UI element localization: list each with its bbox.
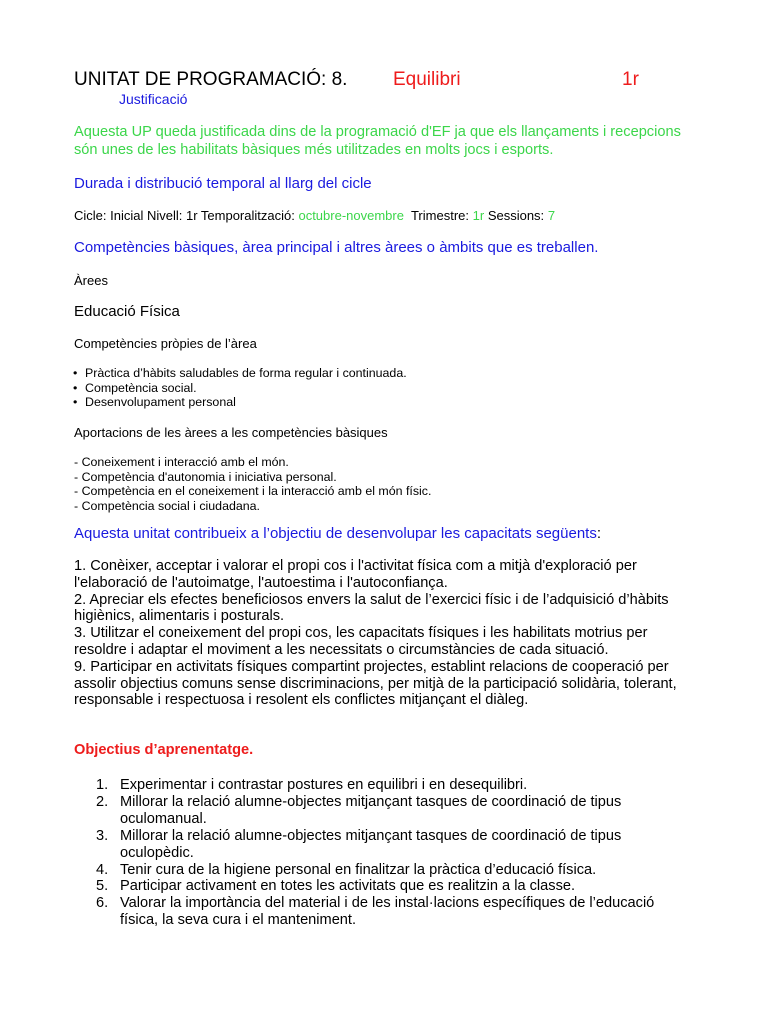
list-item: • Pràctica d’hàbits saludables de forma regular i continuada. (73, 366, 407, 381)
list-item: • Desenvolupament personal (73, 395, 407, 410)
objective-text: Experimentar i contrastar postures en equilibri i en desequilibri. (120, 777, 528, 793)
objective-item (74, 862, 694, 879)
objectives-heading: Objectius d’aprenentatge. (74, 742, 254, 758)
cycle-label: Cicle: Inicial Nivell: 1r Temporalització: (74, 208, 295, 223)
objective-text: Valorar la importància del material i de les instal·lacions específiques de l’educació física, la seva cura i el manteniment. (120, 895, 655, 929)
objective-text: Tenir cura de la higiene personal en finalitzar la pràctica d’educació física. (120, 861, 597, 878)
own-competencies-heading: Competències pròpies de l’àrea (74, 336, 257, 351)
contributions-heading: Aportacions de les àrees a les competències bàsiques (74, 425, 388, 440)
sessions-label: Sessions: (487, 208, 545, 223)
capacity-item: 2. Apreciar els efectes beneficiosos envers la salut de l’exercici físic i de l’adquisició d’hàbits higiènics, alimentaris i posturals. (74, 591, 669, 625)
objective-item (74, 828, 694, 862)
objective-item (74, 878, 694, 895)
objective-number: 2. (96, 793, 109, 810)
objective-text: Millorar la relació alumne-objectes mitjançant tasques de coordinació de tipus oculopèdic. (120, 827, 622, 861)
justification-text: Aquesta UP queda justificada dins de la programació d'EF ja que els llançaments i recepcions són unes de les habilitats bàsiques més utilitzades en molts jocs i esports. (74, 124, 681, 158)
capacities-list (74, 558, 694, 709)
objective-number: 4. (96, 861, 109, 878)
capacities-heading-text: Aquesta unitat contribueix a l’objectiu de desenvolupar les capacitats següents (74, 525, 597, 542)
capacities-heading-colon: : (596, 525, 602, 542)
duration-heading: Durada i distribució temporal al llarg del cicle (74, 175, 372, 192)
duration-line (74, 208, 555, 223)
unit-name: Equilibri (393, 69, 461, 90)
list-item: • Competència social. (73, 381, 407, 396)
objective-item (74, 777, 694, 794)
list-item: - Competència en el coneixement i la interacció amb el món físic. (74, 484, 432, 499)
capacity-item: 9. Participar en activitats físiques compartint projectes, establint relacions de cooperació per assolir objectius comuns sense discriminacions, per mitjà de la participació solidària, tolerant, responsable i respectuosa i resolent els conflictes mitjançant el diàleg. (74, 658, 677, 709)
list-item: - Competència d'autonomia i iniciativa personal. (74, 469, 337, 484)
quarter-label: Trimestre: (410, 208, 469, 223)
competencies-heading: Competències bàsiques, àrea principal i altres àrees o àmbits que es treballen. (74, 239, 599, 256)
own-competencies-list (73, 366, 407, 410)
areas-label: Àrees (74, 273, 108, 288)
objective-number: 3. (96, 827, 109, 844)
justification-heading: Justificació (119, 91, 188, 107)
objective-item (74, 794, 694, 828)
objective-text: Participar activament en totes les activitats que es realitzin a la classe. (120, 878, 576, 895)
list-item: - Coneixement i interacció amb el món. (74, 455, 289, 469)
objective-number: 5. (96, 878, 109, 895)
area-name: Educació Física (74, 303, 180, 320)
objective-number: 6. (96, 895, 109, 912)
capacity-item: 1. Conèixer, acceptar i valorar el propi cos i l'activitat física com a mitjà d'exploració per l'elaboració de l'autoimatge, l'autoestima i l'autoconfiança. (74, 558, 637, 591)
page-title: UNITAT DE PROGRAMACIÓ: 8. (74, 69, 348, 90)
capacities-heading (74, 525, 601, 543)
period-value: octubre-novembre (298, 208, 404, 223)
objective-number: 1. (96, 777, 109, 793)
sessions-value: 7 (547, 208, 556, 223)
objective-item (74, 895, 694, 929)
objective-text: Millorar la relació alumne-objectes mitjançant tasques de coordinació de tipus oculomanual. (120, 793, 622, 827)
list-item: - Competència social i ciudadana. (74, 498, 260, 513)
contributions-list (74, 455, 431, 513)
objectives-list (74, 777, 694, 929)
capacity-item: 3. Utilitzar el coneixement del propi cos, les capacitats físiques i les habilitats motrius per resoldre i adaptar el moviment a les necessitats o circumstàncies de cada situació. (74, 625, 648, 658)
unit-level: 1r (622, 69, 639, 90)
quarter-value: 1r (472, 208, 485, 223)
